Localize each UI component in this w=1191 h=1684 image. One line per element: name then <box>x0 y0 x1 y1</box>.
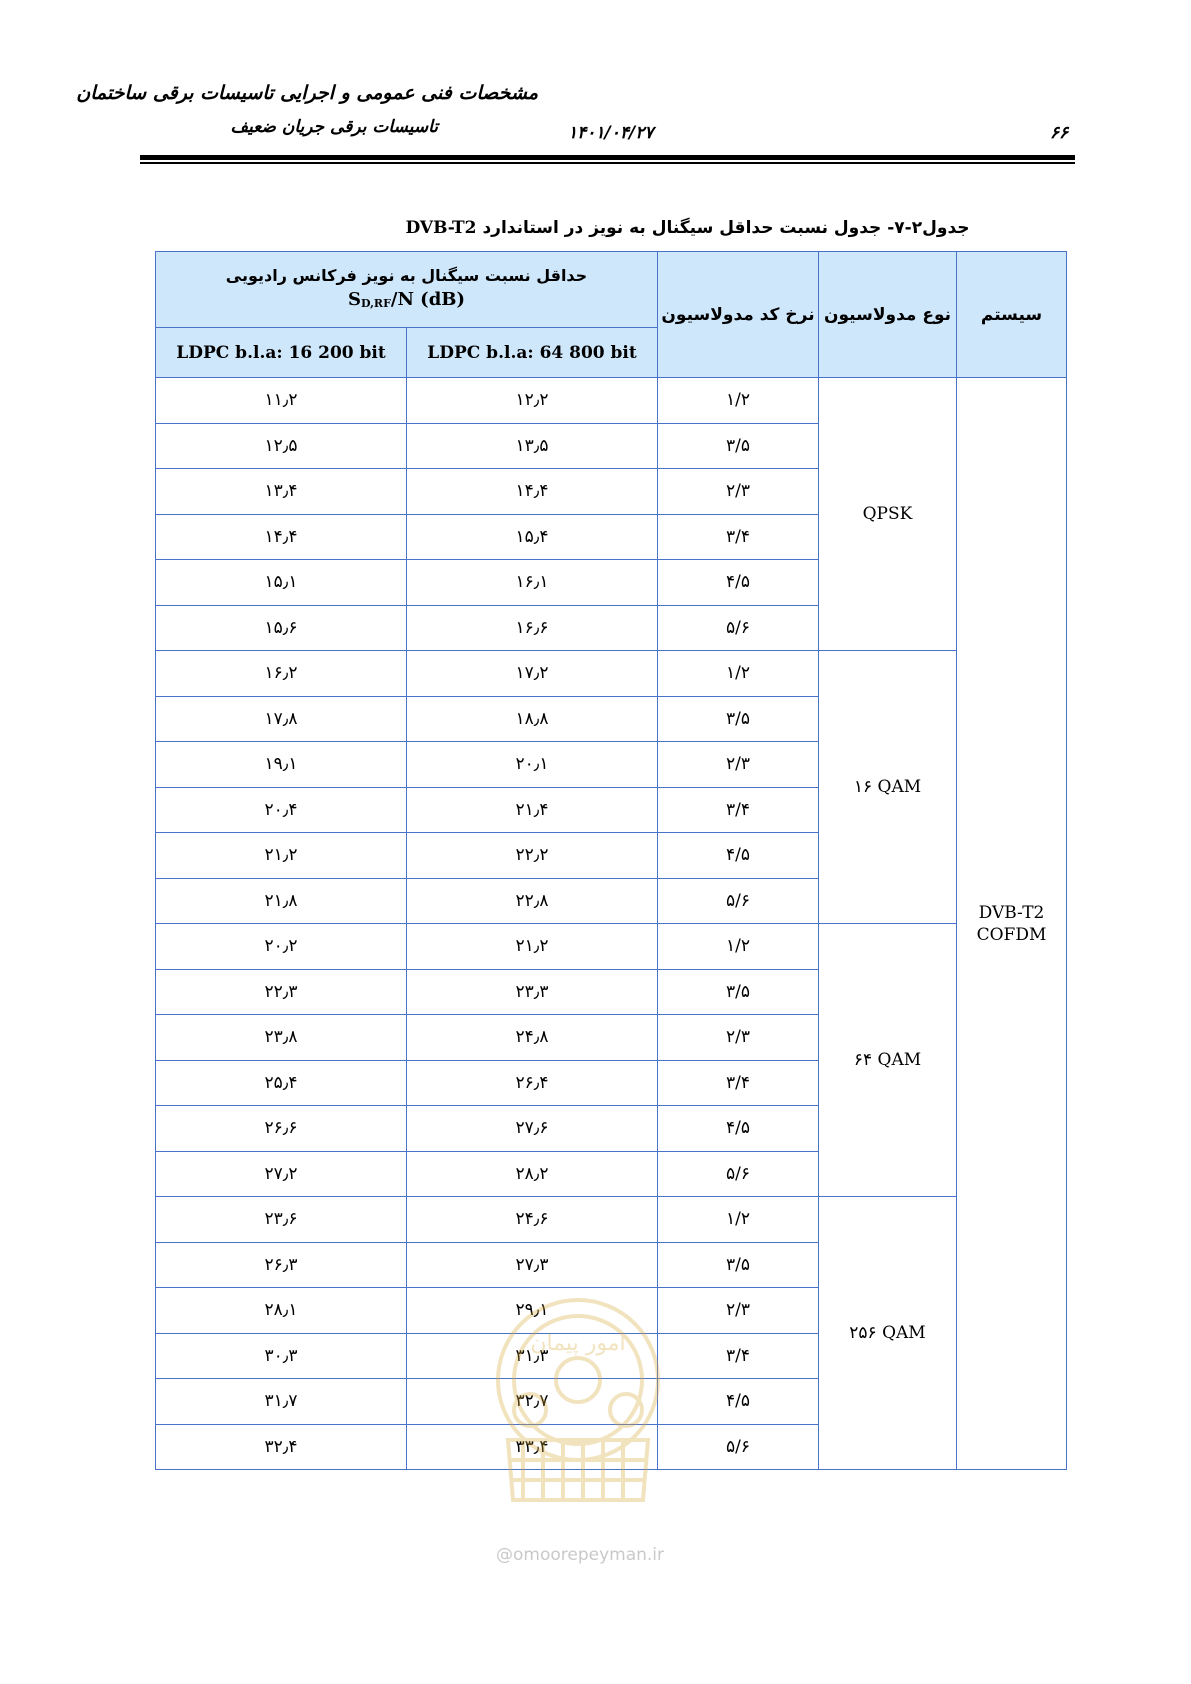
cell-snr-16200: ۲۷٫۲ <box>156 1151 407 1197</box>
caption-text: جدول۲-۷- جدول نسبت حداقل سیگنال به نویز در استاندارد <box>482 218 970 238</box>
header-rule-thin <box>140 162 1075 164</box>
cell-snr-64800: ۲۶٫۴ <box>407 1060 658 1106</box>
cell-snr-64800: ۱۶٫۶ <box>407 605 658 651</box>
cell-code-rate: ۴/۵ <box>658 1106 819 1152</box>
table-row <box>156 651 1067 697</box>
cell-snr-16200: ۱۵٫۱ <box>156 560 407 606</box>
cell-snr-16200: ۲۱٫۸ <box>156 878 407 924</box>
table-row <box>156 924 1067 970</box>
system-line1: DVB-T2 <box>978 902 1045 923</box>
cell-snr-64800: ۲۲٫۸ <box>407 878 658 924</box>
cell-snr-64800: ۱۲٫۲ <box>407 378 658 424</box>
cell-snr-16200: ۱۳٫۴ <box>156 469 407 515</box>
cell-modulation: QPSK <box>819 378 957 651</box>
cell-code-rate: ۳/۴ <box>658 514 819 560</box>
cell-snr-16200: ۱۹٫۱ <box>156 742 407 788</box>
cell-code-rate: ۲/۳ <box>658 742 819 788</box>
cell-snr-64800: ۲۷٫۳ <box>407 1242 658 1288</box>
table-caption <box>155 218 1191 238</box>
header-ldpc-16200: LDPC b.l.a: 16 200 bit <box>156 328 407 378</box>
header-code-rate: نرخ کد مدولاسیون <box>658 252 819 378</box>
cell-snr-64800: ۳۳٫۴ <box>407 1424 658 1470</box>
cell-code-rate: ۱/۲ <box>658 1197 819 1243</box>
system-line2: COFDM <box>976 924 1047 945</box>
cell-snr-64800: ۱۷٫۲ <box>407 651 658 697</box>
cell-code-rate: ۵/۶ <box>658 878 819 924</box>
cell-code-rate: ۱/۲ <box>658 924 819 970</box>
cell-snr-64800: ۲۷٫۶ <box>407 1106 658 1152</box>
watermark-seal-text: امور پیمان <box>530 1331 626 1356</box>
cell-snr-16200: ۱۲٫۵ <box>156 423 407 469</box>
cell-snr-16200: ۱۷٫۸ <box>156 696 407 742</box>
cell-snr-64800: ۲۸٫۲ <box>407 1151 658 1197</box>
cell-code-rate: ۵/۶ <box>658 1424 819 1470</box>
cell-code-rate: ۳/۴ <box>658 1060 819 1106</box>
cell-snr-64800: ۳۲٫۷ <box>407 1379 658 1425</box>
header-ldpc-64800: LDPC b.l.a: 64 800 bit <box>407 328 658 378</box>
cell-snr-16200: ۲۳٫۸ <box>156 1015 407 1061</box>
cell-snr-64800: ۲۲٫۲ <box>407 833 658 879</box>
cell-snr-16200: ۲۲٫۳ <box>156 969 407 1015</box>
cell-snr-16200: ۲۰٫۴ <box>156 787 407 833</box>
cell-snr-64800: ۱۸٫۸ <box>407 696 658 742</box>
cell-code-rate: ۴/۵ <box>658 560 819 606</box>
header-snr-title: حداقل نسبت سیگنال به نویز فرکانس رادیویی <box>225 265 588 285</box>
cell-code-rate: ۳/۵ <box>658 969 819 1015</box>
table-header-row <box>156 252 1067 328</box>
cell-modulation: ۶۴ QAM <box>819 924 957 1197</box>
cell-code-rate: ۲/۳ <box>658 1015 819 1061</box>
table-row <box>156 1197 1067 1243</box>
cell-code-rate: ۴/۵ <box>658 1379 819 1425</box>
cell-snr-16200: ۲۶٫۶ <box>156 1106 407 1152</box>
cell-code-rate: ۵/۶ <box>658 605 819 651</box>
snr-table <box>155 251 1067 1470</box>
cell-code-rate: ۳/۵ <box>658 696 819 742</box>
cell-snr-16200: ۱۱٫۲ <box>156 378 407 424</box>
cell-code-rate: ۳/۵ <box>658 423 819 469</box>
cell-snr-16200: ۲۳٫۶ <box>156 1197 407 1243</box>
cell-snr-64800: ۲۹٫۱ <box>407 1288 658 1334</box>
caption-code: DVB-T2 <box>405 218 477 238</box>
header-snr-unit: $S_{D,RF}/N$ (dB) <box>347 288 466 310</box>
header-modulation-type: نوع مدولاسیون <box>819 252 957 378</box>
cell-snr-64800: ۲۱٫۴ <box>407 787 658 833</box>
watermark-url: @omoorepeyman.ir <box>496 1545 665 1565</box>
cell-snr-16200: ۳۱٫۷ <box>156 1379 407 1425</box>
cell-snr-16200: ۱۶٫۲ <box>156 651 407 697</box>
cell-snr-16200: ۲۵٫۴ <box>156 1060 407 1106</box>
cell-snr-64800: ۱۵٫۴ <box>407 514 658 560</box>
cell-code-rate: ۵/۶ <box>658 1151 819 1197</box>
header-date: ۱۴۰۱/۰۴/۲۷ <box>568 123 654 143</box>
cell-code-rate: ۳/۴ <box>658 1333 819 1379</box>
header-system: سیستم <box>957 252 1067 378</box>
cell-code-rate: ۲/۳ <box>658 1288 819 1334</box>
cell-snr-16200: ۳۲٫۴ <box>156 1424 407 1470</box>
cell-system <box>957 378 1067 1470</box>
header-snr <box>156 252 658 328</box>
cell-snr-16200: ۱۵٫۶ <box>156 605 407 651</box>
cell-modulation: ۱۶ QAM <box>819 651 957 924</box>
cell-code-rate: ۴/۵ <box>658 833 819 879</box>
cell-snr-64800: ۱۳٫۵ <box>407 423 658 469</box>
cell-snr-64800: ۲۴٫۶ <box>407 1197 658 1243</box>
cell-snr-16200: ۲۰٫۲ <box>156 924 407 970</box>
cell-snr-64800: ۱۴٫۴ <box>407 469 658 515</box>
page-number: ۶۶ <box>1050 123 1069 143</box>
cell-snr-64800: ۳۱٫۳ <box>407 1333 658 1379</box>
cell-snr-64800: ۲۰٫۱ <box>407 742 658 788</box>
cell-modulation: ۲۵۶ QAM <box>819 1197 957 1470</box>
cell-snr-16200: ۲۱٫۲ <box>156 833 407 879</box>
cell-snr-16200: ۳۰٫۳ <box>156 1333 407 1379</box>
cell-snr-16200: ۲۸٫۱ <box>156 1288 407 1334</box>
cell-snr-16200: ۱۴٫۴ <box>156 514 407 560</box>
cell-snr-64800: ۲۴٫۸ <box>407 1015 658 1061</box>
cell-snr-64800: ۲۳٫۳ <box>407 969 658 1015</box>
header-rule-thick <box>140 155 1075 160</box>
cell-code-rate: ۱/۲ <box>658 378 819 424</box>
cell-snr-64800: ۱۶٫۱ <box>407 560 658 606</box>
document-title: مشخصات فنی عمومی و اجرایی تاسیسات برقی ساختمان <box>76 82 538 104</box>
cell-snr-16200: ۲۶٫۳ <box>156 1242 407 1288</box>
cell-code-rate: ۱/۲ <box>658 651 819 697</box>
cell-code-rate: ۳/۴ <box>658 787 819 833</box>
watermark-seal <box>478 1290 678 1550</box>
section-title: تاسیسات برقی جریان ضعیف <box>230 117 438 137</box>
cell-code-rate: ۲/۳ <box>658 469 819 515</box>
cell-snr-64800: ۲۱٫۲ <box>407 924 658 970</box>
table-row <box>156 378 1067 424</box>
cell-code-rate: ۳/۵ <box>658 1242 819 1288</box>
